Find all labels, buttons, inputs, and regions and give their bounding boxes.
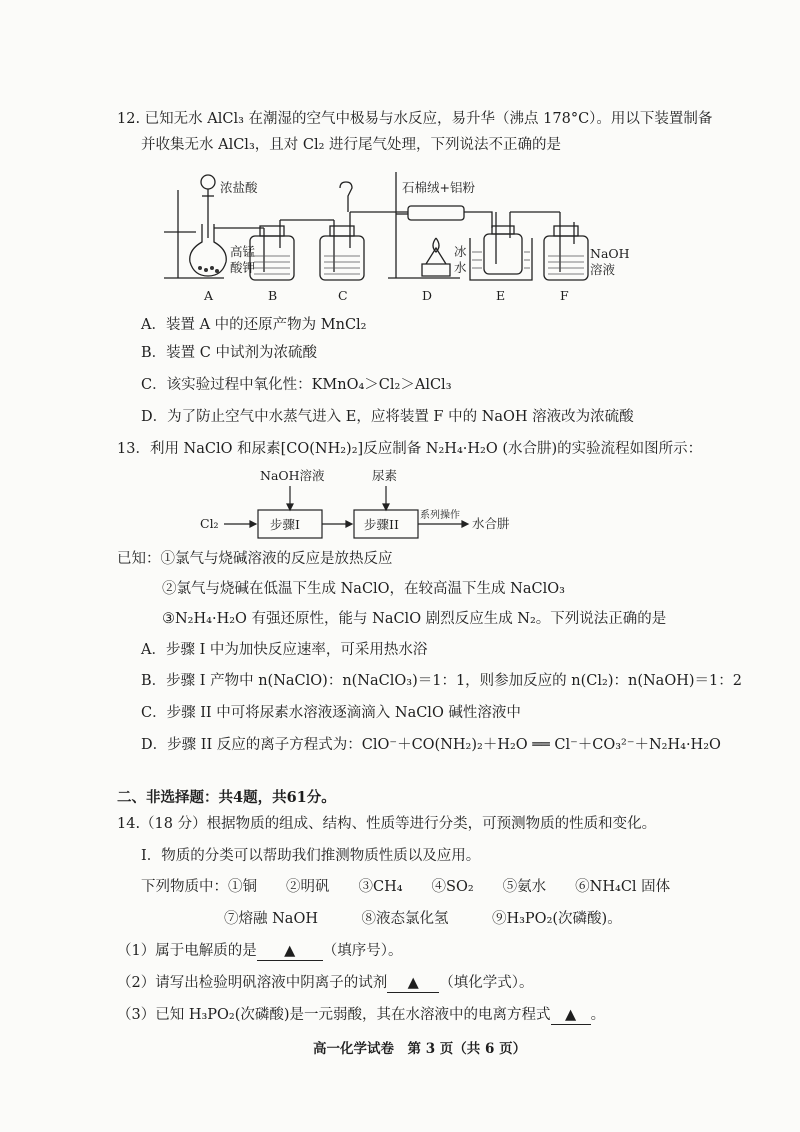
q13-known-2: ②氯气与烧碱在低温下生成 NaClO，在较高温下生成 NaClO₃: [162, 581, 565, 597]
letter-a: A: [204, 288, 214, 303]
label-naoh-1: NaOH: [590, 246, 630, 261]
q12-option-c: C．该实验过程中氧化性：KMnO₄＞Cl₂＞AlCl₃: [141, 377, 452, 393]
q12-apparatus-diagram: [160, 168, 640, 308]
q13-option-c: C．步骤 II 中可将尿素水溶液逐滴滴入 NaClO 碱性溶液中: [141, 705, 521, 721]
flow-step1: 步骤I: [270, 517, 300, 532]
q14-sub2-after: （填化学式）。: [439, 975, 534, 991]
answer-blank[interactable]: ▲: [257, 942, 323, 961]
q13-stem: 13．利用 NaClO 和尿素[CO(NH₂)₂]反应制备 N₂H₄·H₂O (水合肼)的实验流程如图所示：: [117, 441, 703, 457]
flow-product: 水合肼: [472, 516, 510, 531]
letter-e: E: [496, 288, 506, 303]
q13-known-3: ③N₂H₄·H₂O 有强还原性，能与 NaClO 剧烈反应生成 N₂。下列说法正确的是: [162, 611, 667, 627]
letter-d: D: [422, 288, 433, 303]
q14-sub1-after: （填序号）。: [322, 943, 403, 959]
q13-option-a: A．步骤 I 中为加快反应速率，可采用热水浴: [141, 642, 428, 658]
q14-sub2: [117, 974, 533, 993]
flow-cl2: Cl₂: [200, 516, 219, 531]
q12-stem-line2: 并收集无水 AlCl₃，且对 Cl₂ 进行尾气处理，下列说法不正确的是: [141, 137, 562, 153]
q14-sub3-after: 。: [590, 1007, 606, 1023]
letter-c: C: [338, 288, 348, 303]
label-kmno4-1: 高锰: [230, 244, 256, 259]
q14-substances-1: 下列物质中：①铜 ②明矾 ③CH₄ ④SO₂ ⑤氨水 ⑥NH₄Cl 固体: [141, 879, 671, 895]
q12-stem-line1: 12. 已知无水 AlCl₃ 在潮湿的空气中极易与水反应，易升华（沸点 178°C）。用以下装置制备: [117, 111, 713, 127]
flow-step2: 步骤II: [364, 517, 399, 532]
flow-arrow-label: 系列操作: [420, 510, 460, 521]
label-ice-1: 冰: [454, 244, 467, 259]
q14-sub1-text: （1）属于电解质的是: [117, 943, 257, 959]
q12-option-a: A．装置 A 中的还原产物为 MnCl₂: [141, 317, 367, 333]
label-al: 石棉绒+铝粉: [402, 180, 475, 195]
q13-flow-diagram: [196, 464, 526, 540]
q13-option-d: D．步骤 II 反应的离子方程式为：ClO⁻＋CO(NH₂)₂＋H₂O ══ Cl⁻＋CO₃²⁻＋N₂H₄·H₂O: [141, 737, 721, 753]
page-footer: 高一化学试卷 第 3 页（共 6 页）: [313, 1041, 527, 1057]
label-kmno4-2: 酸钾: [230, 260, 256, 275]
q14-stem: 14.（18 分）根据物质的组成、结构、性质等进行分类，可预测物质的性质和变化。: [117, 816, 657, 832]
answer-blank[interactable]: ▲: [387, 974, 439, 993]
q14-substances-2: ⑦熔融 NaOH ⑧液态氯化氢 ⑨H₃PO₂(次磷酸)。: [224, 911, 622, 927]
flow-urea: 尿素: [372, 468, 398, 483]
q14-sub2-text: （2）请写出检验明矾溶液中阴离子的试剂: [117, 975, 388, 991]
answer-blank[interactable]: ▲: [551, 1006, 591, 1025]
q12-option-b: B．装置 C 中试剂为浓硫酸: [141, 345, 317, 361]
section-heading: 二、非选择题：共4题，共61分。: [117, 789, 336, 806]
flow-naoh: NaOH溶液: [260, 468, 325, 483]
q13-known-1: 已知：①氯气与烧碱溶液的反应是放热反应: [117, 551, 393, 567]
q12-option-d: D．为了防止空气中水蒸气进入 E，应将装置 F 中的 NaOH 溶液改为浓硫酸: [141, 409, 634, 425]
letter-f: F: [560, 288, 569, 303]
label-hcl: 浓盐酸: [220, 180, 258, 195]
q13-option-b: B．步骤 I 产物中 n(NaClO)：n(NaClO₃)＝1：1，则参加反应的 n(Cl₂)：n(NaOH)＝1：2: [141, 673, 742, 689]
letter-b: B: [268, 288, 278, 303]
q14-sub1: [117, 942, 402, 961]
label-naoh-2: 溶液: [590, 262, 616, 277]
q14-sub3: [117, 1006, 605, 1025]
label-ice-2: 水: [454, 260, 467, 275]
q14-part1-title: I．物质的分类可以帮助我们推测物质性质以及应用。: [141, 848, 481, 864]
q14-sub3-text: （3）已知 H₃PO₂(次磷酸)是一元弱酸，其在水溶液中的电离方程式: [117, 1007, 551, 1023]
